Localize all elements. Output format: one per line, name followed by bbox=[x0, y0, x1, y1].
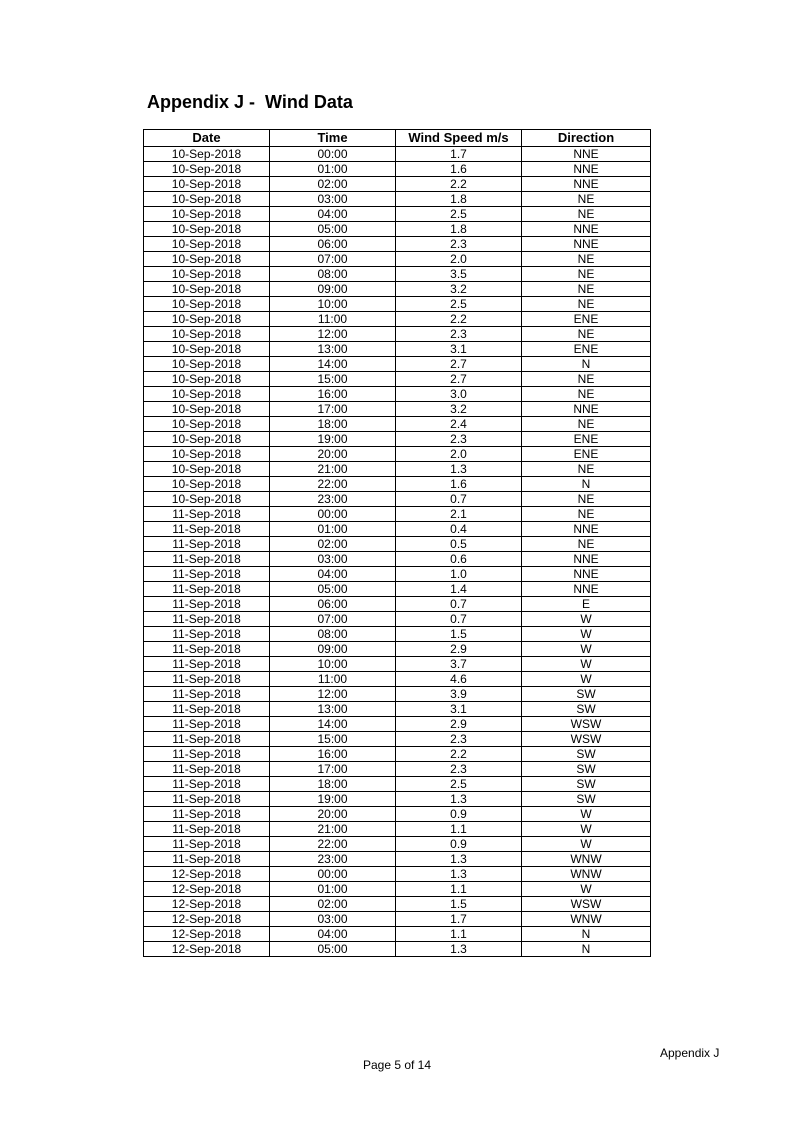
cell-time: 11:00 bbox=[270, 672, 396, 687]
cell-direction: SW bbox=[522, 792, 651, 807]
cell-time: 23:00 bbox=[270, 852, 396, 867]
cell-date: 11-Sep-2018 bbox=[144, 672, 270, 687]
cell-direction: WSW bbox=[522, 897, 651, 912]
cell-wind-speed: 2.5 bbox=[396, 207, 522, 222]
cell-wind-speed: 3.5 bbox=[396, 267, 522, 282]
cell-direction: N bbox=[522, 357, 651, 372]
table-row bbox=[144, 537, 651, 552]
cell-direction: WSW bbox=[522, 717, 651, 732]
cell-direction: NNE bbox=[522, 552, 651, 567]
header-row bbox=[144, 130, 651, 147]
cell-time: 06:00 bbox=[270, 237, 396, 252]
table-row bbox=[144, 687, 651, 702]
cell-wind-speed: 0.4 bbox=[396, 522, 522, 537]
table-row bbox=[144, 582, 651, 597]
cell-date: 10-Sep-2018 bbox=[144, 297, 270, 312]
cell-wind-speed: 1.7 bbox=[396, 912, 522, 927]
cell-date: 10-Sep-2018 bbox=[144, 147, 270, 162]
cell-date: 11-Sep-2018 bbox=[144, 702, 270, 717]
table-row bbox=[144, 567, 651, 582]
cell-wind-speed: 2.0 bbox=[396, 252, 522, 267]
cell-direction: NE bbox=[522, 462, 651, 477]
cell-date: 10-Sep-2018 bbox=[144, 252, 270, 267]
cell-wind-speed: 3.9 bbox=[396, 687, 522, 702]
cell-wind-speed: 2.3 bbox=[396, 237, 522, 252]
cell-date: 11-Sep-2018 bbox=[144, 537, 270, 552]
table-body bbox=[144, 147, 651, 957]
table-row bbox=[144, 672, 651, 687]
cell-direction: NE bbox=[522, 192, 651, 207]
cell-time: 10:00 bbox=[270, 297, 396, 312]
cell-date: 12-Sep-2018 bbox=[144, 882, 270, 897]
table-row bbox=[144, 417, 651, 432]
cell-wind-speed: 1.1 bbox=[396, 822, 522, 837]
cell-direction: NNE bbox=[522, 147, 651, 162]
cell-wind-speed: 3.2 bbox=[396, 282, 522, 297]
cell-direction: NE bbox=[522, 327, 651, 342]
cell-wind-speed: 1.3 bbox=[396, 867, 522, 882]
table-row bbox=[144, 177, 651, 192]
table-row bbox=[144, 642, 651, 657]
table-row bbox=[144, 432, 651, 447]
cell-wind-speed: 2.1 bbox=[396, 507, 522, 522]
table-row bbox=[144, 822, 651, 837]
cell-date: 10-Sep-2018 bbox=[144, 222, 270, 237]
cell-date: 10-Sep-2018 bbox=[144, 492, 270, 507]
cell-wind-speed: 1.8 bbox=[396, 222, 522, 237]
cell-time: 20:00 bbox=[270, 807, 396, 822]
cell-direction: NNE bbox=[522, 402, 651, 417]
cell-wind-speed: 2.3 bbox=[396, 432, 522, 447]
cell-date: 10-Sep-2018 bbox=[144, 387, 270, 402]
cell-wind-speed: 2.2 bbox=[396, 747, 522, 762]
cell-time: 17:00 bbox=[270, 762, 396, 777]
cell-direction: W bbox=[522, 627, 651, 642]
table-row bbox=[144, 447, 651, 462]
cell-direction: NE bbox=[522, 297, 651, 312]
table-row bbox=[144, 732, 651, 747]
table-row bbox=[144, 267, 651, 282]
cell-wind-speed: 0.9 bbox=[396, 807, 522, 822]
cell-wind-speed: 1.6 bbox=[396, 477, 522, 492]
table-row bbox=[144, 522, 651, 537]
cell-direction: ENE bbox=[522, 432, 651, 447]
cell-date: 11-Sep-2018 bbox=[144, 792, 270, 807]
cell-time: 07:00 bbox=[270, 612, 396, 627]
cell-time: 18:00 bbox=[270, 777, 396, 792]
table-row bbox=[144, 252, 651, 267]
cell-direction: NNE bbox=[522, 582, 651, 597]
cell-time: 18:00 bbox=[270, 417, 396, 432]
cell-time: 04:00 bbox=[270, 927, 396, 942]
cell-direction: N bbox=[522, 927, 651, 942]
cell-time: 12:00 bbox=[270, 327, 396, 342]
cell-date: 10-Sep-2018 bbox=[144, 207, 270, 222]
cell-date: 11-Sep-2018 bbox=[144, 567, 270, 582]
cell-wind-speed: 2.3 bbox=[396, 327, 522, 342]
table-row bbox=[144, 387, 651, 402]
cell-date: 12-Sep-2018 bbox=[144, 942, 270, 957]
cell-direction: NNE bbox=[522, 237, 651, 252]
cell-wind-speed: 2.3 bbox=[396, 762, 522, 777]
table-row bbox=[144, 312, 651, 327]
cell-time: 05:00 bbox=[270, 942, 396, 957]
cell-wind-speed: 1.1 bbox=[396, 882, 522, 897]
cell-direction: NE bbox=[522, 282, 651, 297]
cell-time: 21:00 bbox=[270, 462, 396, 477]
cell-date: 11-Sep-2018 bbox=[144, 627, 270, 642]
cell-time: 23:00 bbox=[270, 492, 396, 507]
cell-wind-speed: 1.4 bbox=[396, 582, 522, 597]
table-row bbox=[144, 897, 651, 912]
table-row bbox=[144, 222, 651, 237]
cell-date: 11-Sep-2018 bbox=[144, 657, 270, 672]
cell-wind-speed: 1.5 bbox=[396, 897, 522, 912]
cell-time: 19:00 bbox=[270, 792, 396, 807]
cell-time: 14:00 bbox=[270, 717, 396, 732]
cell-direction: SW bbox=[522, 777, 651, 792]
cell-time: 09:00 bbox=[270, 282, 396, 297]
cell-direction: W bbox=[522, 882, 651, 897]
cell-date: 11-Sep-2018 bbox=[144, 777, 270, 792]
cell-wind-speed: 1.3 bbox=[396, 792, 522, 807]
table-row bbox=[144, 342, 651, 357]
cell-direction: N bbox=[522, 942, 651, 957]
cell-direction: SW bbox=[522, 687, 651, 702]
cell-wind-speed: 2.5 bbox=[396, 777, 522, 792]
cell-wind-speed: 0.7 bbox=[396, 612, 522, 627]
wind-data-table bbox=[143, 129, 651, 957]
cell-direction: W bbox=[522, 807, 651, 822]
cell-time: 14:00 bbox=[270, 357, 396, 372]
cell-direction: NNE bbox=[522, 177, 651, 192]
cell-date: 11-Sep-2018 bbox=[144, 837, 270, 852]
header-direction: Direction bbox=[522, 130, 651, 147]
cell-wind-speed: 2.9 bbox=[396, 642, 522, 657]
cell-date: 11-Sep-2018 bbox=[144, 582, 270, 597]
cell-wind-speed: 3.1 bbox=[396, 702, 522, 717]
cell-wind-speed: 0.7 bbox=[396, 597, 522, 612]
table-row bbox=[144, 402, 651, 417]
table-row bbox=[144, 552, 651, 567]
cell-date: 11-Sep-2018 bbox=[144, 597, 270, 612]
cell-time: 15:00 bbox=[270, 732, 396, 747]
table-row bbox=[144, 747, 651, 762]
table-row bbox=[144, 777, 651, 792]
header-date: Date bbox=[144, 130, 270, 147]
table-row bbox=[144, 492, 651, 507]
cell-time: 15:00 bbox=[270, 372, 396, 387]
cell-wind-speed: 3.0 bbox=[396, 387, 522, 402]
cell-date: 10-Sep-2018 bbox=[144, 462, 270, 477]
cell-time: 06:00 bbox=[270, 597, 396, 612]
cell-date: 11-Sep-2018 bbox=[144, 717, 270, 732]
cell-time: 00:00 bbox=[270, 147, 396, 162]
cell-direction: NE bbox=[522, 507, 651, 522]
footer-appendix-label: Appendix J bbox=[660, 1046, 720, 1060]
cell-date: 11-Sep-2018 bbox=[144, 687, 270, 702]
cell-direction: ENE bbox=[522, 447, 651, 462]
cell-time: 19:00 bbox=[270, 432, 396, 447]
cell-time: 20:00 bbox=[270, 447, 396, 462]
cell-time: 03:00 bbox=[270, 192, 396, 207]
cell-time: 04:00 bbox=[270, 207, 396, 222]
table-row bbox=[144, 807, 651, 822]
cell-time: 05:00 bbox=[270, 222, 396, 237]
table-row bbox=[144, 627, 651, 642]
cell-date: 10-Sep-2018 bbox=[144, 237, 270, 252]
cell-time: 00:00 bbox=[270, 507, 396, 522]
cell-direction: ENE bbox=[522, 312, 651, 327]
cell-time: 04:00 bbox=[270, 567, 396, 582]
cell-wind-speed: 0.5 bbox=[396, 537, 522, 552]
table-row bbox=[144, 717, 651, 732]
cell-direction: W bbox=[522, 657, 651, 672]
cell-wind-speed: 3.7 bbox=[396, 657, 522, 672]
page-number: Page 5 of 14 bbox=[362, 1058, 432, 1072]
table-row bbox=[144, 357, 651, 372]
table-row bbox=[144, 792, 651, 807]
cell-date: 10-Sep-2018 bbox=[144, 432, 270, 447]
cell-direction: N bbox=[522, 477, 651, 492]
cell-date: 10-Sep-2018 bbox=[144, 162, 270, 177]
table-row bbox=[144, 477, 651, 492]
table-row bbox=[144, 867, 651, 882]
cell-time: 03:00 bbox=[270, 912, 396, 927]
table-row bbox=[144, 162, 651, 177]
cell-direction: SW bbox=[522, 747, 651, 762]
table-row bbox=[144, 927, 651, 942]
cell-date: 10-Sep-2018 bbox=[144, 417, 270, 432]
cell-wind-speed: 2.5 bbox=[396, 297, 522, 312]
cell-date: 11-Sep-2018 bbox=[144, 747, 270, 762]
table-row bbox=[144, 297, 651, 312]
cell-time: 22:00 bbox=[270, 837, 396, 852]
table-row bbox=[144, 462, 651, 477]
cell-time: 17:00 bbox=[270, 402, 396, 417]
cell-time: 02:00 bbox=[270, 537, 396, 552]
cell-direction: W bbox=[522, 612, 651, 627]
table-row bbox=[144, 912, 651, 927]
cell-time: 13:00 bbox=[270, 342, 396, 357]
cell-time: 05:00 bbox=[270, 582, 396, 597]
cell-wind-speed: 1.3 bbox=[396, 942, 522, 957]
page-title: Appendix J - Wind Data bbox=[147, 92, 353, 112]
cell-direction: NE bbox=[522, 372, 651, 387]
cell-date: 11-Sep-2018 bbox=[144, 732, 270, 747]
cell-direction: WSW bbox=[522, 732, 651, 747]
cell-time: 08:00 bbox=[270, 627, 396, 642]
cell-time: 03:00 bbox=[270, 552, 396, 567]
cell-direction: WNW bbox=[522, 867, 651, 882]
cell-direction: WNW bbox=[522, 912, 651, 927]
cell-time: 08:00 bbox=[270, 267, 396, 282]
table-row bbox=[144, 237, 651, 252]
cell-direction: W bbox=[522, 642, 651, 657]
cell-direction: W bbox=[522, 822, 651, 837]
cell-date: 10-Sep-2018 bbox=[144, 372, 270, 387]
cell-date: 11-Sep-2018 bbox=[144, 822, 270, 837]
cell-date: 11-Sep-2018 bbox=[144, 612, 270, 627]
table-row bbox=[144, 372, 651, 387]
cell-direction: W bbox=[522, 672, 651, 687]
cell-date: 11-Sep-2018 bbox=[144, 507, 270, 522]
cell-time: 01:00 bbox=[270, 882, 396, 897]
table-row bbox=[144, 597, 651, 612]
cell-time: 16:00 bbox=[270, 747, 396, 762]
table-row bbox=[144, 702, 651, 717]
cell-date: 10-Sep-2018 bbox=[144, 282, 270, 297]
cell-date: 10-Sep-2018 bbox=[144, 267, 270, 282]
cell-time: 11:00 bbox=[270, 312, 396, 327]
table-row bbox=[144, 507, 651, 522]
cell-direction: NE bbox=[522, 537, 651, 552]
cell-wind-speed: 3.2 bbox=[396, 402, 522, 417]
cell-direction: NE bbox=[522, 207, 651, 222]
cell-direction: WNW bbox=[522, 852, 651, 867]
table-row bbox=[144, 882, 651, 897]
cell-date: 10-Sep-2018 bbox=[144, 342, 270, 357]
cell-time: 12:00 bbox=[270, 687, 396, 702]
cell-direction: NE bbox=[522, 417, 651, 432]
cell-date: 11-Sep-2018 bbox=[144, 552, 270, 567]
cell-wind-speed: 2.2 bbox=[396, 177, 522, 192]
cell-date: 12-Sep-2018 bbox=[144, 927, 270, 942]
cell-wind-speed: 0.9 bbox=[396, 837, 522, 852]
cell-direction: NNE bbox=[522, 222, 651, 237]
cell-wind-speed: 1.3 bbox=[396, 462, 522, 477]
table-row bbox=[144, 207, 651, 222]
cell-date: 10-Sep-2018 bbox=[144, 477, 270, 492]
header-time: Time bbox=[270, 130, 396, 147]
cell-direction: NNE bbox=[522, 567, 651, 582]
cell-wind-speed: 1.3 bbox=[396, 852, 522, 867]
cell-time: 10:00 bbox=[270, 657, 396, 672]
cell-time: 02:00 bbox=[270, 897, 396, 912]
cell-direction: SW bbox=[522, 702, 651, 717]
cell-direction: NE bbox=[522, 267, 651, 282]
cell-direction: SW bbox=[522, 762, 651, 777]
cell-date: 12-Sep-2018 bbox=[144, 897, 270, 912]
table-row bbox=[144, 762, 651, 777]
cell-wind-speed: 3.1 bbox=[396, 342, 522, 357]
table-row bbox=[144, 837, 651, 852]
table-row bbox=[144, 147, 651, 162]
cell-wind-speed: 0.7 bbox=[396, 492, 522, 507]
cell-wind-speed: 1.6 bbox=[396, 162, 522, 177]
cell-date: 10-Sep-2018 bbox=[144, 312, 270, 327]
cell-date: 11-Sep-2018 bbox=[144, 522, 270, 537]
cell-wind-speed: 4.6 bbox=[396, 672, 522, 687]
cell-time: 01:00 bbox=[270, 522, 396, 537]
cell-date: 12-Sep-2018 bbox=[144, 867, 270, 882]
cell-wind-speed: 2.4 bbox=[396, 417, 522, 432]
cell-date: 10-Sep-2018 bbox=[144, 192, 270, 207]
cell-time: 09:00 bbox=[270, 642, 396, 657]
cell-wind-speed: 1.7 bbox=[396, 147, 522, 162]
cell-time: 22:00 bbox=[270, 477, 396, 492]
cell-date: 10-Sep-2018 bbox=[144, 447, 270, 462]
header-wind-speed: Wind Speed m/s bbox=[396, 130, 522, 147]
cell-direction: NNE bbox=[522, 522, 651, 537]
cell-date: 10-Sep-2018 bbox=[144, 402, 270, 417]
table-row bbox=[144, 192, 651, 207]
cell-direction: NE bbox=[522, 492, 651, 507]
cell-date: 11-Sep-2018 bbox=[144, 852, 270, 867]
cell-time: 00:00 bbox=[270, 867, 396, 882]
cell-wind-speed: 1.8 bbox=[396, 192, 522, 207]
cell-date: 12-Sep-2018 bbox=[144, 912, 270, 927]
cell-direction: E bbox=[522, 597, 651, 612]
cell-wind-speed: 2.7 bbox=[396, 357, 522, 372]
table-row bbox=[144, 612, 651, 627]
cell-time: 02:00 bbox=[270, 177, 396, 192]
cell-time: 16:00 bbox=[270, 387, 396, 402]
cell-direction: W bbox=[522, 837, 651, 852]
cell-time: 07:00 bbox=[270, 252, 396, 267]
cell-time: 01:00 bbox=[270, 162, 396, 177]
cell-wind-speed: 2.2 bbox=[396, 312, 522, 327]
cell-wind-speed: 1.5 bbox=[396, 627, 522, 642]
table-row bbox=[144, 657, 651, 672]
table-row bbox=[144, 852, 651, 867]
cell-direction: NE bbox=[522, 387, 651, 402]
cell-wind-speed: 1.1 bbox=[396, 927, 522, 942]
cell-wind-speed: 1.0 bbox=[396, 567, 522, 582]
cell-direction: ENE bbox=[522, 342, 651, 357]
cell-wind-speed: 0.6 bbox=[396, 552, 522, 567]
table-header bbox=[144, 130, 651, 147]
table-row bbox=[144, 282, 651, 297]
table-row bbox=[144, 942, 651, 957]
cell-date: 10-Sep-2018 bbox=[144, 177, 270, 192]
cell-date: 10-Sep-2018 bbox=[144, 357, 270, 372]
cell-date: 11-Sep-2018 bbox=[144, 642, 270, 657]
table-row bbox=[144, 327, 651, 342]
cell-wind-speed: 2.0 bbox=[396, 447, 522, 462]
cell-date: 10-Sep-2018 bbox=[144, 327, 270, 342]
cell-direction: NE bbox=[522, 252, 651, 267]
cell-wind-speed: 2.9 bbox=[396, 717, 522, 732]
cell-time: 21:00 bbox=[270, 822, 396, 837]
cell-time: 13:00 bbox=[270, 702, 396, 717]
cell-direction: NNE bbox=[522, 162, 651, 177]
cell-date: 11-Sep-2018 bbox=[144, 807, 270, 822]
cell-wind-speed: 2.7 bbox=[396, 372, 522, 387]
cell-date: 11-Sep-2018 bbox=[144, 762, 270, 777]
cell-wind-speed: 2.3 bbox=[396, 732, 522, 747]
